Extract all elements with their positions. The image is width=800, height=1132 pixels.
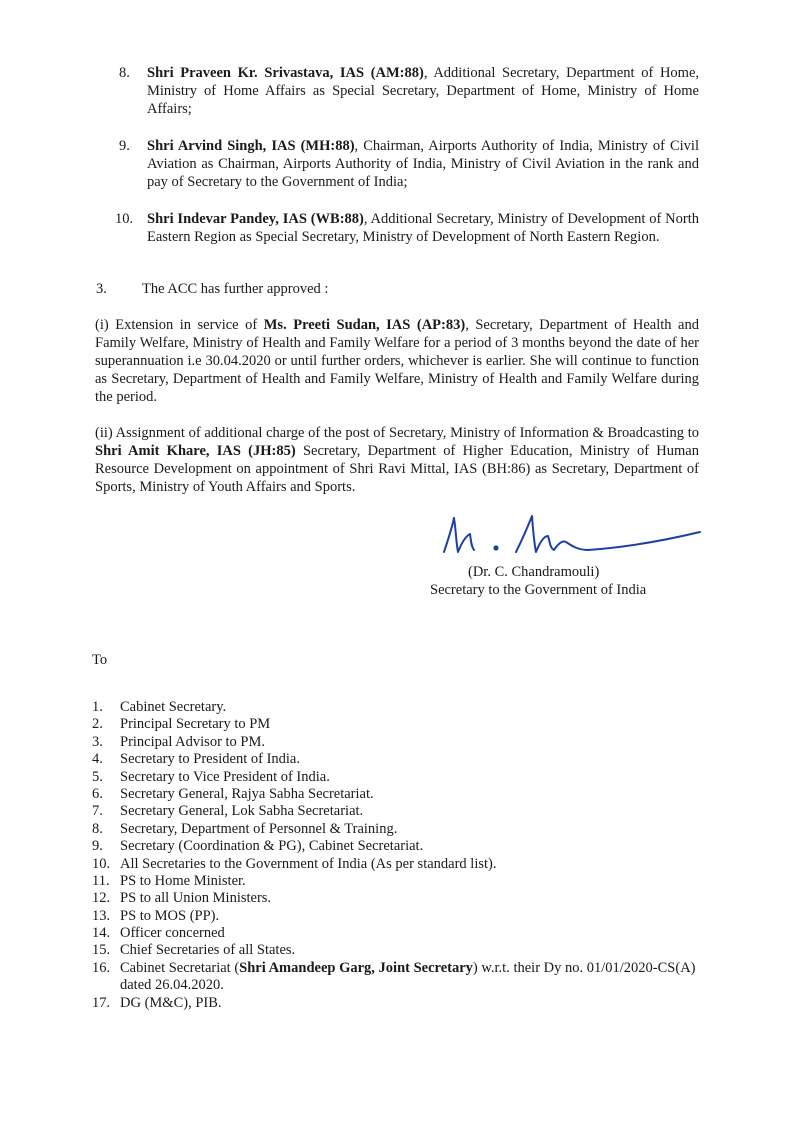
officer-name: Ms. Preeti Sudan, IAS (AP:83) [263, 317, 466, 333]
item-number: 9. [92, 838, 103, 855]
assignment-paragraph [95, 424, 699, 496]
item-number: 10. [92, 855, 111, 872]
list-item [92, 873, 712, 890]
recipient-suffix: ) w.r.t. their Dy no. 01/01/2020-CS(A) dated 26.04.2020. [120, 959, 696, 994]
list-item [92, 908, 712, 925]
list-item [92, 751, 712, 768]
item-number: 17. [92, 994, 111, 1011]
extension-intro: (i) Extension in service of [95, 317, 264, 333]
extension-details: , Secretary, Department of Health and Family Welfare, Ministry of Health and Family Welfare for a period of 3 months beyond the date of her superannuation i.e 30.04.2020 or until further orders, whichever is earlier. She will continue to function as Secretary, Department of Health and Family Welfare, Ministry of Health and Family Welfare during the period. [95, 317, 699, 405]
recipient: Chief Secretaries of all States. [120, 942, 296, 959]
list-item [92, 716, 712, 733]
recipient: Secretary to President of India. [120, 751, 300, 768]
appointment-details: , Additional Secretary, Department of Home, Ministry of Home Affairs as Special Secretary, Department of Home, Ministry of Home Affairs; [147, 65, 700, 117]
item-number: 10. [115, 211, 134, 227]
officer-name: Shri Amandeep Garg, Joint Secretary [239, 959, 473, 976]
recipient: Secretary General, Lok Sabha Secretariat. [120, 803, 364, 820]
recipient: PS to Home Minister. [120, 872, 246, 889]
item-number: 6. [92, 785, 103, 802]
list-item [92, 942, 712, 959]
officer-name: Shri Amit Khare, IAS (JH:85) [95, 443, 296, 459]
officer-name: Shri Arvind Singh, IAS (MH:88) [147, 138, 355, 154]
list-item [92, 821, 712, 838]
recipient: Secretary General, Rajya Sabha Secretariat. [120, 785, 374, 802]
item-number: 14. [92, 925, 111, 942]
paragraph-3 [96, 280, 328, 298]
appointment-details: , Additional Secretary, Ministry of Development of North Eastern Region as Special Secretary, Ministry of Development of North Eastern Region. [147, 211, 699, 245]
paragraph-text: The ACC has further approved : [142, 281, 329, 297]
recipient: Officer concerned [120, 925, 225, 942]
item-number: 12. [92, 890, 111, 907]
item-number: 2. [92, 716, 103, 733]
item-number: 4. [92, 751, 103, 768]
list-item [92, 699, 712, 716]
distribution-list [92, 699, 712, 1012]
recipient [120, 960, 710, 995]
list-item [92, 769, 712, 786]
item-number: 5. [92, 768, 103, 785]
item-number: 3. [92, 733, 103, 750]
list-item [92, 856, 712, 873]
list-item [92, 890, 712, 907]
list-item [92, 803, 712, 820]
item-number: 11. [92, 872, 110, 889]
recipient: Principal Advisor to PM. [120, 733, 266, 750]
extension-paragraph [95, 316, 699, 406]
to-label: To [92, 652, 108, 668]
list-item [92, 960, 712, 995]
list-item [92, 734, 712, 751]
recipient: Secretary to Vice President of India. [120, 768, 330, 785]
recipient: All Secretaries to the Government of India (As per standard list). [120, 855, 497, 872]
signatory-designation: Secretary to the Government of India [430, 582, 647, 598]
appointment-details: , Chairman, Airports Authority of India, Ministry of Civil Aviation as Chairman, Airports Authority of India, Ministry of Civil Aviation in the rank and pay of Secretary to the Government of India; [147, 138, 699, 190]
item-number: 7. [92, 803, 103, 820]
officer-name: Shri Praveen Kr. Srivastava, IAS (AM:88) [147, 65, 424, 81]
list-item [92, 925, 712, 942]
paragraph-number: 3. [96, 281, 107, 297]
assignment-details: Secretary, Department of Higher Education, Ministry of Human Resource Development on appointment of Shri Ravi Mittal, IAS (BH:86) as Secretary, Department of Sports, Ministry of Youth Affairs and Sports. [95, 443, 699, 495]
list-item [92, 838, 712, 855]
handwritten-signature [438, 510, 738, 566]
recipient: Secretary, Department of Personnel & Training. [120, 820, 398, 837]
recipient: Secretary (Coordination & PG), Cabinet Secretariat. [120, 838, 424, 855]
list-item [92, 786, 712, 803]
recipient: PS to all Union Ministers. [120, 890, 272, 907]
item-number: 9. [119, 138, 130, 154]
item-number: 8. [119, 65, 130, 81]
item-number: 15. [92, 942, 111, 959]
officer-name: Shri Indevar Pandey, IAS (WB:88) [147, 211, 364, 227]
assignment-intro: (ii) Assignment of additional charge of the post of Secretary, Ministry of Information & Broadcasting to [95, 425, 699, 441]
item-number: 16. [92, 959, 111, 976]
item-number: 13. [92, 907, 111, 924]
signatory-name: (Dr. C. Chandramouli) [468, 564, 600, 580]
recipient: DG (M&C), PIB. [120, 994, 222, 1011]
recipient: PS to MOS (PP). [120, 907, 220, 924]
recipient: Cabinet Secretary. [120, 699, 227, 715]
item-number: 8. [92, 820, 103, 837]
item-number: 1. [92, 699, 103, 715]
recipient-prefix: Cabinet Secretariat ( [120, 959, 240, 976]
list-item [92, 995, 712, 1012]
recipient: Principal Secretary to PM [120, 716, 271, 733]
